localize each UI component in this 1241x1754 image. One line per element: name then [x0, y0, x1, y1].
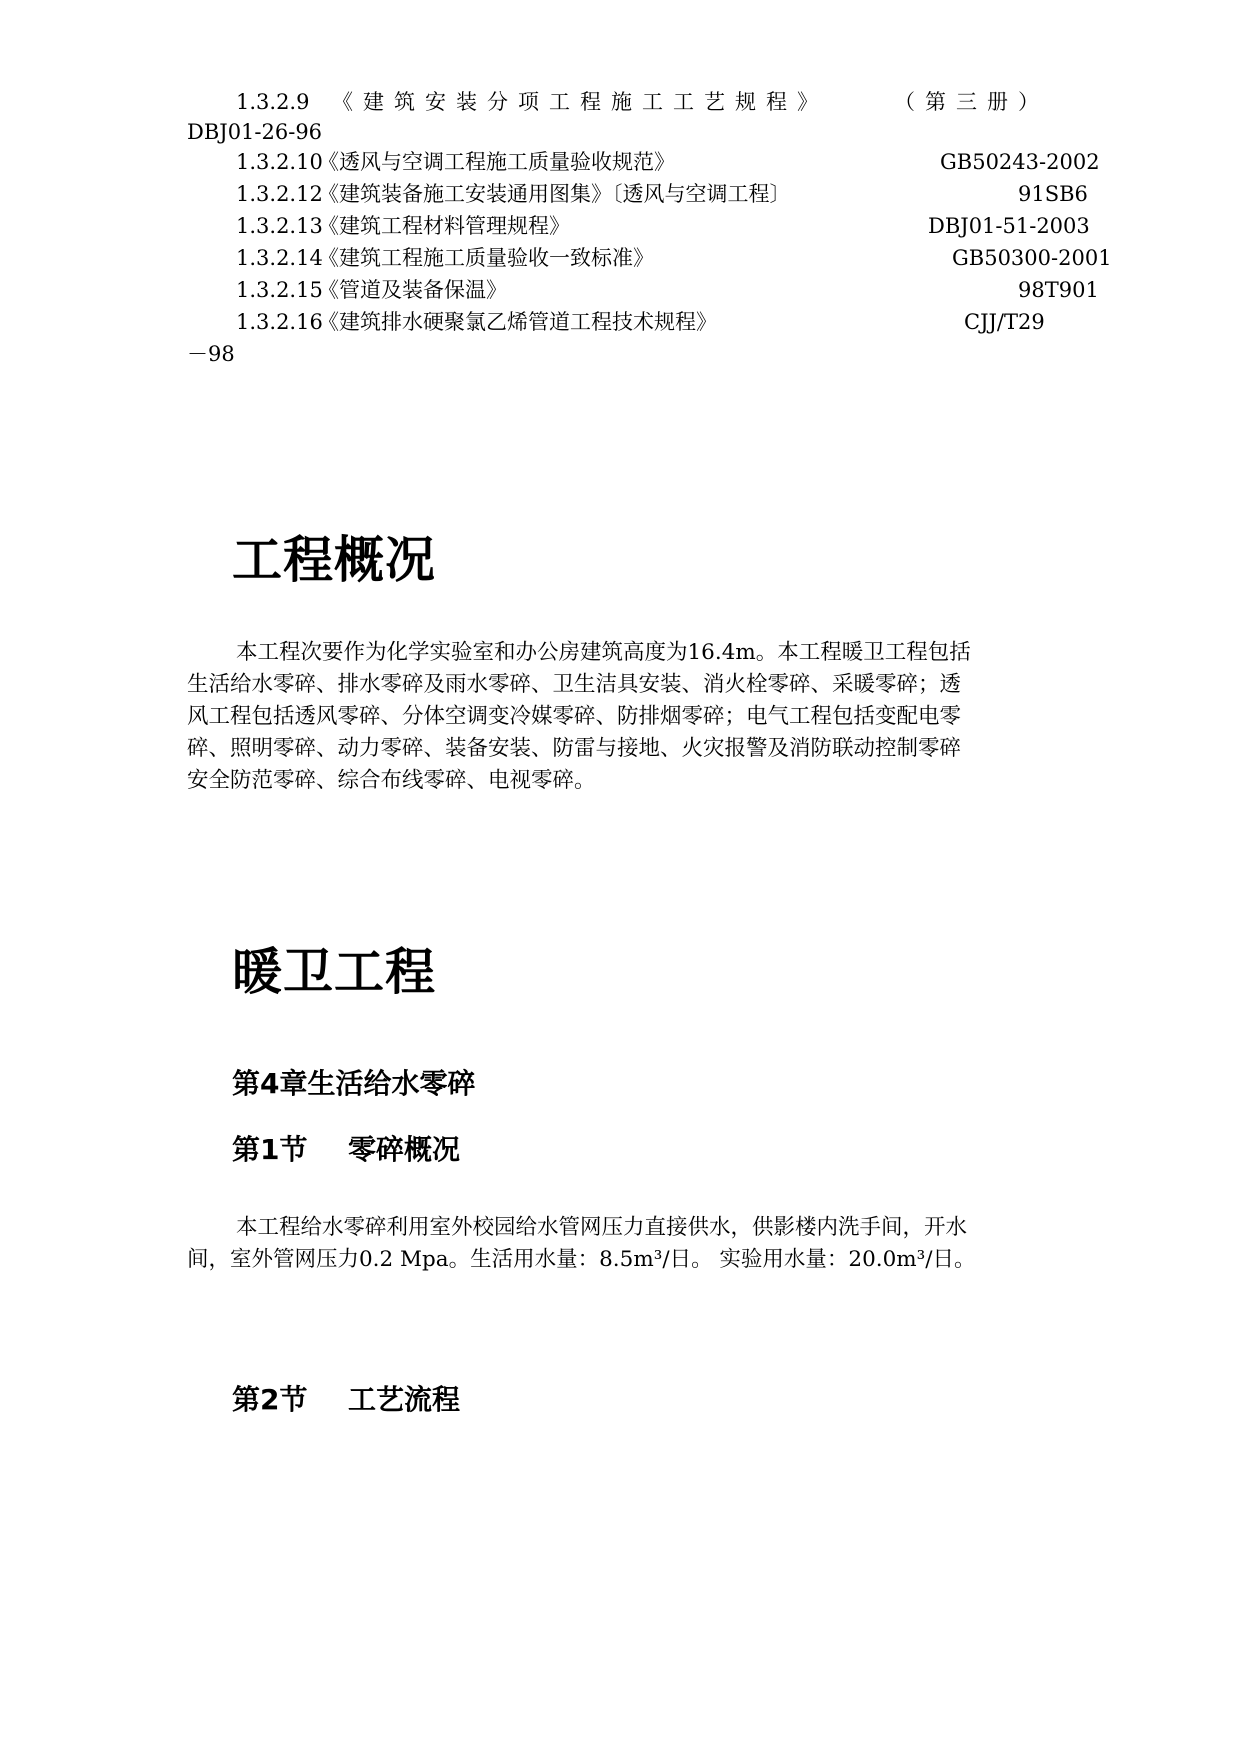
hvac-heading: 暖卫工程: [232, 943, 436, 1001]
standard-code: （第三册）: [894, 90, 1049, 114]
paragraph-line: 本工程次要作为化学实验室和办公房建筑高度为16.4m。本工程暖卫工程包括: [236, 640, 971, 665]
paragraph-line: 生活给水零碎、排水零碎及雨水零碎、卫生洁具安装、消火栓零碎、采暖零碎；透: [187, 672, 962, 697]
standard-code: CJJ/T29: [964, 310, 1045, 334]
standard-title: 《建筑工程材料管理规程》: [318, 214, 570, 238]
standard-number: 1.3.2.10: [236, 150, 323, 174]
paragraph-line: 碎、照明零碎、动力零碎、装备安装、防雷与接地、火灾报警及消防联动控制零碎: [187, 736, 962, 761]
standard-title: 《建筑工程施工质量验收一致标准》: [318, 246, 654, 270]
section-heading: [232, 1380, 461, 1420]
section-number: 第2节: [232, 1383, 308, 1416]
standard-number: 1.3.2.12: [236, 182, 323, 206]
section-title: 工艺流程: [348, 1383, 461, 1416]
section-title: 零碎概况: [348, 1133, 461, 1166]
chapter-heading: 第4章生活给水零碎: [232, 1067, 476, 1100]
standard-title: 《建筑安装分项工程施工工艺规程》: [332, 90, 828, 114]
standard-code: 91SB6: [1018, 182, 1088, 206]
standard-code-wrap: －98: [187, 342, 235, 366]
standard-title: 《透风与空调工程施工质量验收规范》: [318, 150, 675, 174]
standard-item: [0, 86, 1241, 118]
standard-title: 《管道及装备保温》: [318, 278, 507, 302]
standard-item: [0, 178, 1241, 210]
standard-number: 1.3.2.14: [236, 246, 323, 270]
standard-code: DBJ01-51-2003: [928, 214, 1090, 238]
standard-item: [0, 274, 1241, 306]
overview-paragraph: [187, 637, 1049, 797]
paragraph-line: 安全防范零碎、综合布线零碎、电视零碎。: [187, 768, 596, 793]
standard-title: 《建筑装备施工安装通用图集》〔透风与空调工程〕: [318, 182, 791, 206]
section-paragraph: [187, 1212, 1049, 1276]
standard-code: 98T901: [1018, 278, 1099, 302]
standard-code: GB50300-2001: [952, 246, 1112, 270]
section-heading: [232, 1130, 461, 1170]
standard-number: 1.3.2.15: [236, 278, 323, 302]
paragraph-line: 风工程包括透风零碎、分体空调变冷媒零碎、防排烟零碎；电气工程包括变配电零: [187, 704, 962, 729]
standard-item: [0, 210, 1241, 242]
standard-number: 1.3.2.16: [236, 310, 323, 334]
standard-code-wrap: DBJ01-26-96: [187, 120, 323, 144]
paragraph-line: 间，室外管网压力0.2 Mpa。生活用水量：8.5m³/日。 实验用水量：20.0m³/日。: [187, 1247, 976, 1272]
overview-heading: 工程概况: [232, 531, 436, 589]
standard-title: 《建筑排水硬聚氯乙烯管道工程技术规程》: [318, 310, 717, 334]
standard-item: [0, 146, 1241, 178]
standard-item: [0, 306, 1241, 338]
standard-item: [0, 242, 1241, 274]
paragraph-line: 本工程给水零碎利用室外校园给水管网压力直接供水，供影楼内洗手间，开水: [236, 1215, 968, 1240]
standard-number: 1.3.2.13: [236, 214, 323, 238]
standard-code: GB50243-2002: [940, 150, 1100, 174]
section-number: 第1节: [232, 1133, 308, 1166]
standard-number: 1.3.2.9: [236, 90, 310, 114]
